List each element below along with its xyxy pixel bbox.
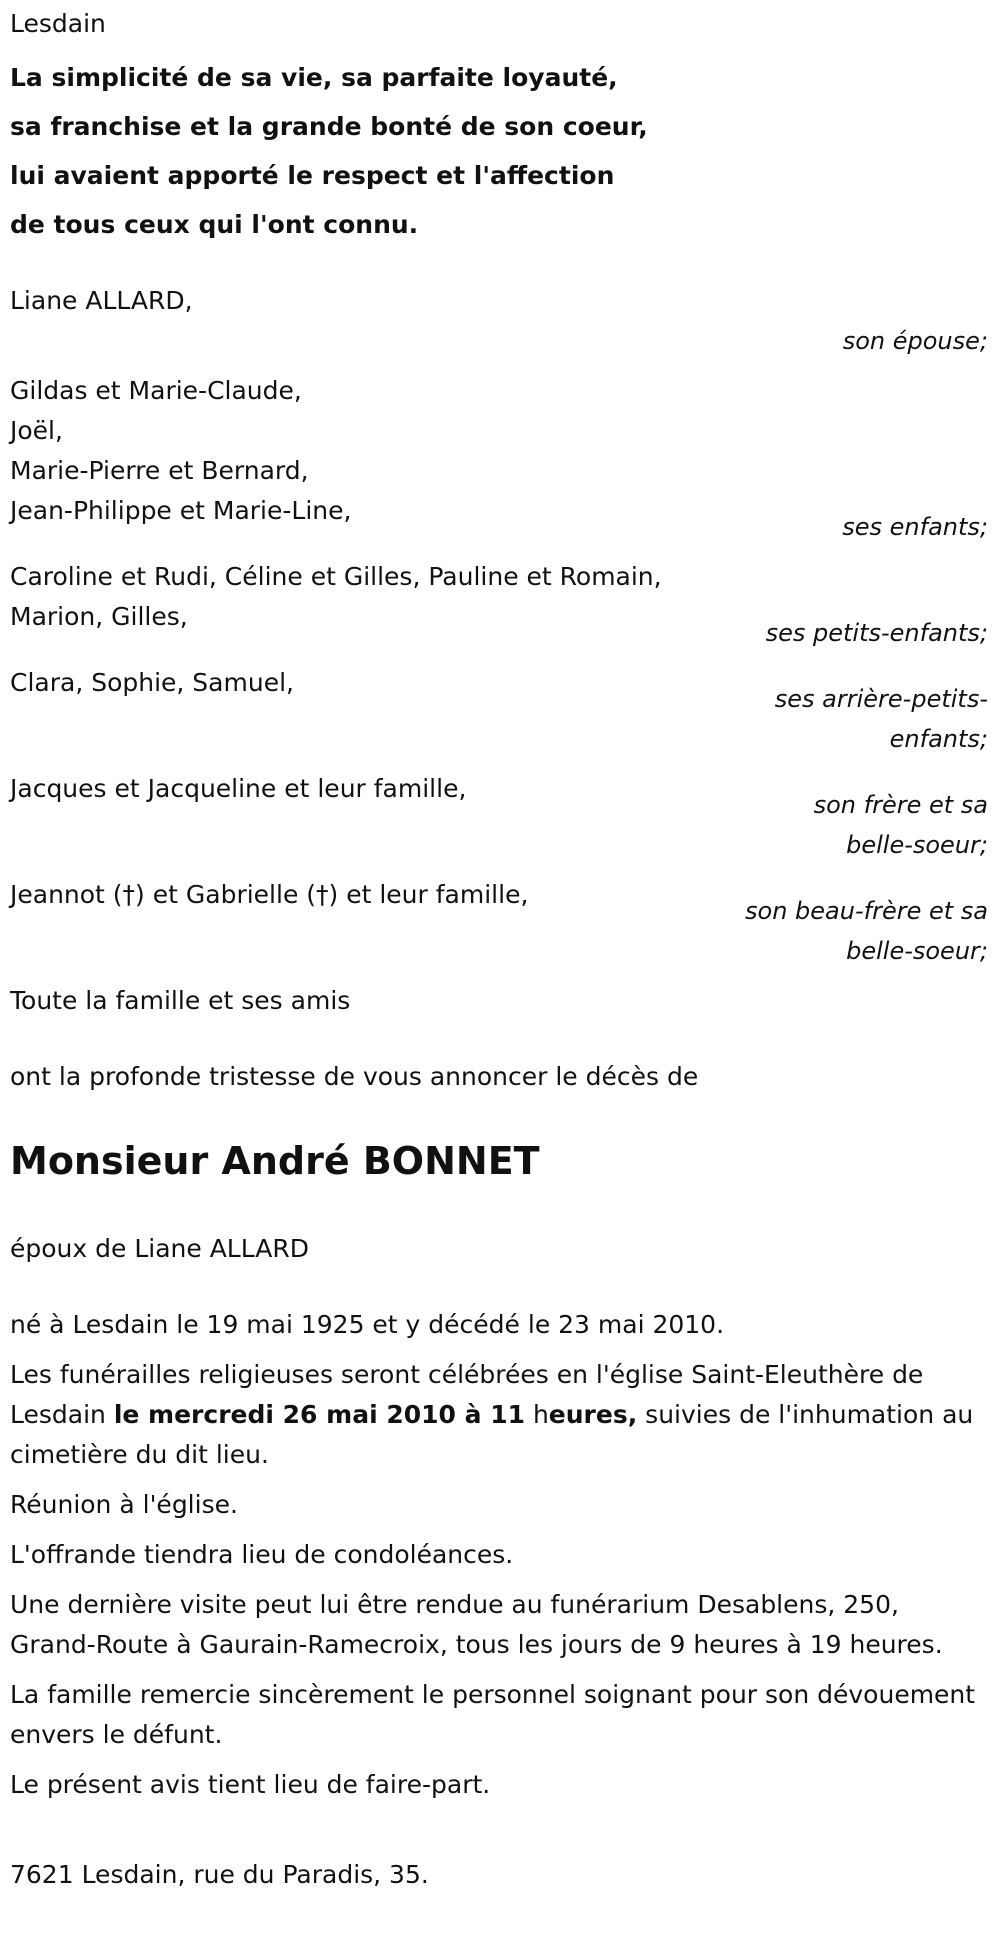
family-names: Liane ALLARD, [10,286,193,315]
offering-line: L'offrande tiendra lieu de condoléances. [10,1540,514,1569]
funeral-details [10,1355,988,1475]
family-group-great-grandchildren [10,663,988,759]
family-names: Jeannot (†) et Gabrielle (†) et leur famille, [10,880,529,909]
address-line: 7621 Lesdain, rue du Paradis, 35. [10,1860,429,1889]
poem-line: de tous ceux qui l'ont connu. [10,210,419,239]
family-group-children [10,371,988,547]
family-names: Marie-Pierre et Bernard, [10,456,309,485]
deceased-name: Monsieur André BONNET [10,1139,540,1183]
family-relation: ses enfants; [842,513,988,541]
tribute-poem [10,53,988,249]
family-relation: son frère et sa [813,791,988,819]
family-names: Clara, Sophie, Samuel, [10,668,294,697]
poem-line: La simplicité de sa vie, sa parfaite loyauté, [10,63,618,92]
location-heading: Lesdain [10,9,106,38]
family-names: Jean-Philippe et Marie-Line, [10,496,352,525]
family-relation: son épouse; [842,327,988,355]
funeral-text-before: Les funérailles religieuses seront célébrées en l'église Saint-Eleuthère de Lesdain [10,1360,924,1429]
family-relation: belle-soeur; [846,937,988,965]
announcement-line: ont la profonde tristesse de vous annoncer le décès de [10,1062,699,1091]
family-relation: enfants; [889,725,988,753]
family-names: Joël, [10,416,63,445]
family-names: Caroline et Rudi, Céline et Gilles, Pauline et Romain, [10,562,662,591]
funeral-text-after: suivies de l'inhumation au cimetière du dit lieu. [10,1400,974,1469]
family-relation: ses arrière-petits- [774,685,988,713]
notice-line: Le présent avis tient lieu de faire-part. [10,1770,491,1799]
visit-info: Une dernière visite peut lui être rendue au funérarium Desablens, 250, Grand-Route à Gaurain-Ramecroix, tous les jours de 9 heures à 19 heures. [10,1590,943,1659]
family-names: Marion, Gilles, [10,602,188,631]
funeral-date: le mercredi 26 mai 2010 à 11 [113,1400,525,1429]
family-group-grandchildren [10,557,988,653]
family-group-sibling [10,769,988,865]
family-relation: ses petits-enfants; [765,619,988,647]
family-relation: belle-soeur; [846,831,988,859]
funeral-text-h: h [525,1400,549,1429]
meeting-line: Réunion à l'église. [10,1490,238,1519]
all-family-line: Toute la famille et ses amis [10,986,351,1015]
family-group-in-laws [10,875,988,971]
thanks-line: La famille remercie sincèrement le personnel soignant pour son dévouement envers le défunt. [10,1680,976,1749]
birth-death-line: né à Lesdain le 19 mai 1925 et y décédé le 23 mai 2010. [10,1310,725,1339]
family-relation: son beau-frère et sa [745,897,988,925]
family-group-spouse [10,281,988,361]
family-names: Jacques et Jacqueline et leur famille, [10,774,467,803]
poem-line: lui avaient apporté le respect et l'affection [10,161,615,190]
family-names: Gildas et Marie-Claude, [10,376,302,405]
spouse-line: époux de Liane ALLARD [10,1234,309,1263]
poem-line: sa franchise et la grande bonté de son coeur, [10,112,648,141]
funeral-heures: eures, [548,1400,638,1429]
